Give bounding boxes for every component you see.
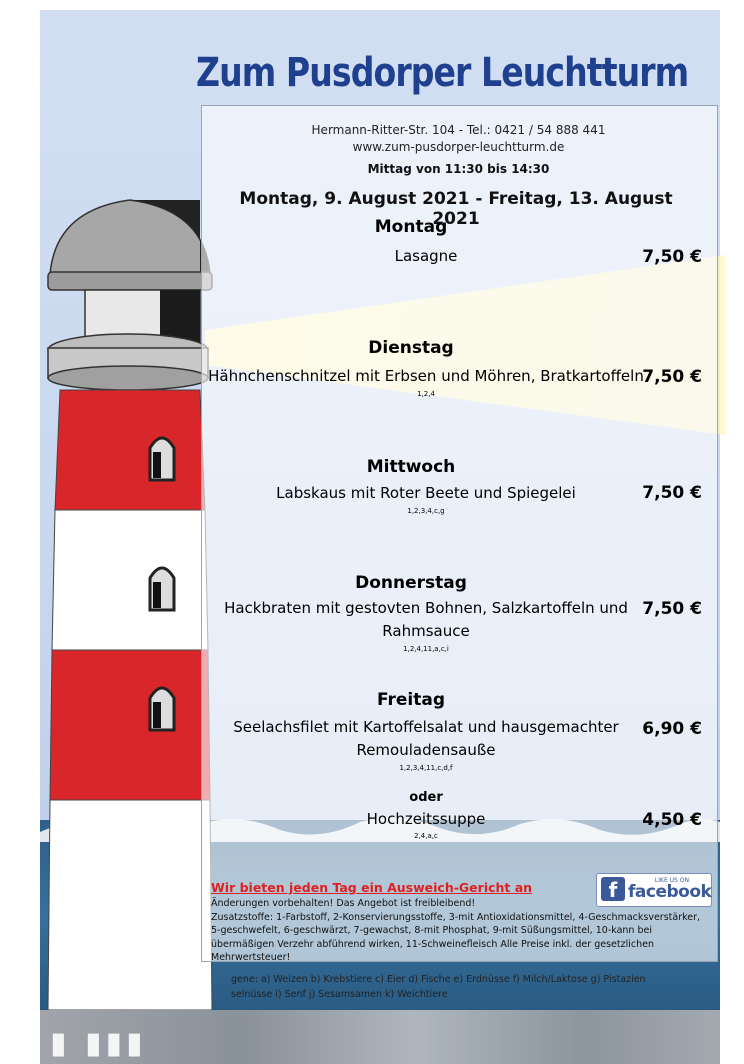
facebook-like-text: LIKE US ON <box>654 877 689 884</box>
day-title-friday: Freitag <box>376 690 446 710</box>
price-thursday: 7,50 € <box>642 599 702 619</box>
allergens-wednesday: 1,2,3,4,c,g <box>407 507 445 515</box>
address-line: Hermann-Ritter-Str. 104 - Tel.: 0421 / 54 888 441 <box>311 123 606 137</box>
allergens-thursday: 1,2,4,11,a,c,i <box>403 645 449 653</box>
dish-thursday-line2: Rahmsauce <box>382 622 470 640</box>
dish-tuesday: Hähnchenschnitzel mit Erbsen und Möhren, Bratkartoffeln <box>208 367 644 385</box>
day-title-thursday: Donnerstag <box>355 573 467 593</box>
website-line[interactable]: www.zum-pusdorper-leuchtturm.de <box>352 140 565 154</box>
facebook-badge[interactable] <box>596 873 712 907</box>
dish-thursday-line1: Hackbraten mit gestovten Bohnen, Salzkartoffeln und <box>224 599 628 617</box>
restaurant-title: Zum Pusdorper Leuchtturm <box>196 50 689 96</box>
address-block <box>201 122 716 156</box>
dish-monday: Lasagne <box>394 247 458 265</box>
or-label: oder <box>409 790 443 805</box>
allergens-tuesday: 1,2,4 <box>417 390 435 398</box>
day-title-monday: Montag <box>374 217 448 237</box>
dish-friday-line2: Remouladensauße <box>356 741 496 759</box>
allergy-legend-line2: selnüsse i) Senf j) Sesamsamen k) Weichtiere <box>231 989 448 1000</box>
price-wednesday: 7,50 € <box>642 483 702 503</box>
day-title-tuesday: Dienstag <box>368 338 454 358</box>
allergy-legend <box>231 972 701 1002</box>
alternative-dish-heading: Wir bieten jeden Tag ein Ausweich-Gericht an <box>211 880 533 895</box>
opening-hours: Mittag von 11:30 bis 14:30 <box>367 162 550 176</box>
dish-friday-line1: Seelachsfilet mit Kartoffelsalat und hausgemachter <box>233 718 619 736</box>
price-tuesday: 7,50 € <box>642 367 702 387</box>
bottom-photo-strip <box>40 1010 720 1064</box>
notes-disclaimer: Änderungen vorbehalten! Das Angebot ist freibleibend! <box>211 898 476 909</box>
facebook-wordmark: facebook <box>628 882 712 902</box>
price-friday-alt: 4,50 € <box>642 810 702 830</box>
day-title-wednesday: Mittwoch <box>366 457 456 477</box>
allergens-friday: 1,2,3,4,11,c,d,f <box>399 764 453 772</box>
lighthouse-illustration <box>40 190 215 1010</box>
notes-block <box>211 897 706 965</box>
date-range: Montag, 9. August 2021 - Freitag, 13. August 2021 <box>239 189 673 229</box>
notes-additives: Zusatzstoffe: 1-Farbstoff, 2-Konservierungsstoffe, 3-mit Antioxidationsmittel, 4-Geschmacksverstärker, 5-geschwefelt, 6-geschwärzt, 7-gewachst, 8-mit Phosphat, 9-mit Süßungsmittel, 10-kann bei übermäßigen Verzehr abführend wirken, 11-Schweinefleisch Alle Preise inkl. der gesetzlichen Mehrwertsteuer! <box>211 911 701 963</box>
price-monday: 7,50 € <box>642 247 702 267</box>
dish-wednesday: Labskaus mit Roter Beete und Spiegelei <box>276 484 576 502</box>
price-friday: 6,90 € <box>642 719 702 739</box>
allergy-legend-line1: gene: a) Weizen b) Krebstiere c) Eier d) Fische e) Erdnüsse f) Milch/Laktose g) Pistazien <box>231 974 646 985</box>
allergens-friday-alt: 2,4,a,c <box>414 832 438 840</box>
bottom-sign-decoration: ▮ ▮▮▮ <box>50 1026 147 1061</box>
facebook-f-icon: f <box>601 877 625 901</box>
dish-friday-alt: Hochzeitssuppe <box>366 810 486 828</box>
